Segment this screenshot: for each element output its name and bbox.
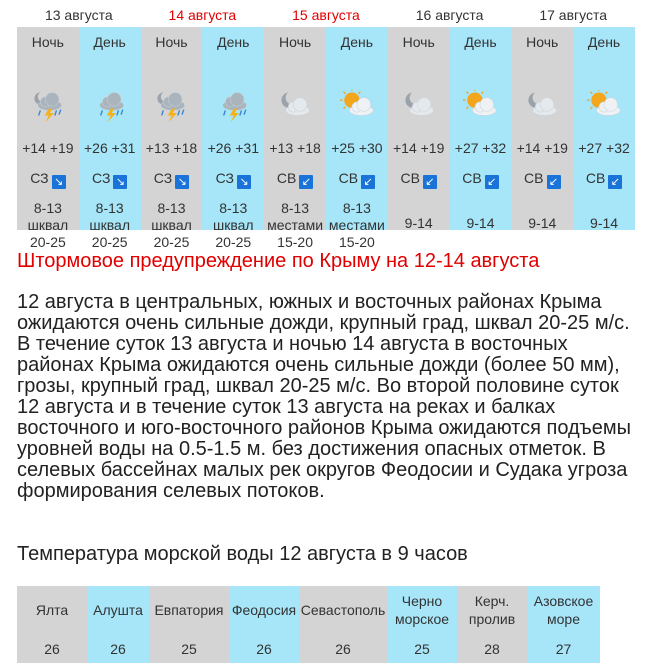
forecast-date: 17 августа bbox=[539, 7, 608, 23]
wind-direction-label: СВ bbox=[462, 170, 482, 186]
wind-speed: 8-13 местами 15-20 bbox=[267, 200, 324, 250]
wind-speed: 9-14 bbox=[466, 215, 495, 231]
sea-station-column bbox=[457, 586, 527, 663]
wind-direction bbox=[17, 169, 79, 189]
day-part-label: День bbox=[217, 34, 250, 50]
forecast-column bbox=[450, 27, 512, 230]
forecast-column bbox=[511, 27, 573, 230]
wind-arrow-icon: ↙ bbox=[361, 175, 375, 189]
forecast-date: 14 августа bbox=[168, 7, 237, 23]
wind-arrow-icon: ↙ bbox=[547, 175, 561, 189]
day-part-label: День bbox=[340, 34, 374, 50]
sea-station-column bbox=[299, 586, 387, 663]
temperature-range: +13 +18 bbox=[145, 140, 198, 156]
day-part-label: Ночь bbox=[402, 34, 435, 50]
forecast-column bbox=[573, 27, 635, 230]
wind-direction bbox=[326, 169, 388, 189]
forecast-column bbox=[326, 27, 388, 250]
moon-cloud-icon bbox=[275, 90, 315, 124]
moon-cloud-icon bbox=[522, 90, 562, 124]
sea-station-name: Азовское море bbox=[533, 593, 594, 627]
wind-direction bbox=[511, 169, 573, 189]
temperature-range: +27 +32 bbox=[578, 140, 630, 156]
storm-warning-title: Штормовое предупреждение по Крыму на 12-14 августа bbox=[17, 250, 540, 272]
wind-arrow-icon: ↙ bbox=[608, 175, 622, 189]
sea-station-name: Алушта bbox=[93, 602, 143, 618]
forecast-date: 16 августа bbox=[415, 7, 484, 23]
temperature-range: +25 +30 bbox=[331, 140, 383, 156]
day-part-label: Ночь bbox=[526, 34, 559, 50]
wind-direction bbox=[264, 169, 326, 189]
forecast-column bbox=[202, 27, 264, 250]
forecast-column bbox=[79, 27, 141, 250]
sea-station-name: Черно морское bbox=[394, 593, 450, 627]
temperature-range: +14 +19 bbox=[22, 140, 74, 156]
wind-arrow-icon: ↘ bbox=[113, 175, 127, 189]
sun-cloud-icon bbox=[337, 90, 377, 124]
temperature-range: +26 +31 bbox=[84, 140, 136, 156]
wind-arrow-icon: ↘ bbox=[52, 175, 66, 189]
wind-speed: 8-13 местами 15-20 bbox=[328, 200, 385, 250]
day-part-label: Ночь bbox=[155, 34, 188, 50]
forecast-columns bbox=[17, 27, 635, 250]
sea-station-name: Керч. пролив bbox=[468, 593, 516, 627]
wind-arrow-icon: ↙ bbox=[299, 175, 313, 189]
cloud-thunderstorm-icon bbox=[213, 90, 253, 124]
wind-speed: 9-14 bbox=[528, 215, 557, 231]
sea-station-name: Феодосия bbox=[231, 602, 297, 618]
day-part-label: День bbox=[464, 34, 497, 50]
sea-water-temperature: 26 bbox=[335, 641, 351, 657]
forecast-dates bbox=[17, 0, 635, 27]
wind-direction bbox=[450, 169, 512, 189]
wind-direction-label: СВ bbox=[585, 170, 606, 186]
sea-station-column bbox=[527, 586, 600, 663]
wind-direction-label: СВ bbox=[524, 170, 544, 186]
wind-direction-label: СЗ bbox=[215, 170, 234, 186]
cloud-thunderstorm-icon bbox=[90, 90, 130, 124]
sea-water-temperature: 25 bbox=[414, 641, 430, 657]
wind-speed: 9-14 bbox=[404, 215, 433, 231]
forecast-date: 13 августа bbox=[44, 7, 113, 23]
moon-cloud-thunderstorm-icon bbox=[151, 90, 191, 124]
wind-arrow-icon: ↙ bbox=[423, 175, 437, 189]
sea-water-temperature: 26 bbox=[44, 641, 60, 657]
forecast-date: 15 августа bbox=[292, 7, 360, 23]
weather-forecast-grid bbox=[17, 0, 635, 250]
sea-station-name: Евпатория bbox=[154, 602, 224, 618]
sea-station-column bbox=[87, 586, 149, 663]
sea-water-temperature: 26 bbox=[256, 641, 272, 657]
moon-cloud-thunderstorm-icon bbox=[28, 90, 68, 124]
wind-direction bbox=[202, 169, 264, 189]
sea-station-column bbox=[387, 586, 457, 663]
wind-direction-label: СЗ bbox=[91, 170, 111, 186]
temperature-range: +14 +19 bbox=[516, 140, 568, 156]
forecast-column bbox=[17, 27, 79, 250]
sea-station-column bbox=[229, 586, 299, 663]
sea-water-temperature: 27 bbox=[555, 641, 572, 657]
wind-speed: 8-13 шквал 20-25 bbox=[212, 200, 254, 250]
sea-temperature-table bbox=[17, 586, 635, 663]
sea-temperature-title: Температура морской воды 12 августа в 9 часов bbox=[17, 543, 468, 565]
wind-direction-label: СВ bbox=[276, 170, 297, 186]
wind-direction-label: СВ bbox=[400, 170, 420, 186]
wind-direction bbox=[388, 169, 450, 189]
sea-station-name: Севастополь bbox=[300, 602, 386, 618]
wind-arrow-icon: ↙ bbox=[485, 175, 499, 189]
wind-direction bbox=[141, 169, 203, 189]
wind-direction-label: СЗ bbox=[30, 170, 49, 186]
wind-direction bbox=[573, 169, 635, 189]
wind-speed: 8-13 шквал 20-25 bbox=[27, 200, 69, 250]
temperature-range: +26 +31 bbox=[207, 140, 259, 156]
wind-direction bbox=[79, 169, 141, 189]
day-part-label: День bbox=[587, 34, 621, 50]
forecast-column bbox=[141, 27, 203, 250]
wind-arrow-icon: ↘ bbox=[175, 175, 189, 189]
day-part-label: Ночь bbox=[278, 34, 312, 50]
storm-warning-text: 12 августа в центральных, южных и восточных районах Крыма ожидаются очень сильные дожди, крупный град, шквал 20-25 м/с. В течение суток 13 августа и ночью 14 августа в восточных районах Крыма ожидаются очень сильные дожди (более 50 мм), грозы, крупный град, шквал 20-25 м/с. Во второй половине суток 12 августа и в течение суток 13 августа на реках и балках восточного и юго-восточного районов Крыма ожидаются подъемы уровней воды на 0.5-1.5 м. без достижения опасных отметок. В селевых бассейнах малых рек округов Феодосии и Судака угроза формирования селевых потоков. bbox=[17, 291, 631, 502]
sea-station-column bbox=[149, 586, 229, 663]
sea-water-temperature: 26 bbox=[110, 641, 126, 657]
sun-cloud-icon bbox=[460, 90, 500, 124]
sea-station-name: Ялта bbox=[35, 602, 69, 618]
day-part-label: Ночь bbox=[31, 34, 64, 50]
wind-arrow-icon: ↘ bbox=[237, 175, 251, 189]
temperature-range: +14 +19 bbox=[392, 140, 445, 156]
temperature-range: +27 +32 bbox=[454, 140, 507, 156]
moon-cloud-icon bbox=[399, 90, 439, 124]
sea-station-column bbox=[17, 586, 87, 663]
sea-water-temperature: 25 bbox=[181, 641, 197, 657]
sun-cloud-icon bbox=[584, 90, 624, 124]
forecast-column bbox=[388, 27, 450, 230]
wind-direction-label: СВ bbox=[338, 170, 359, 186]
temperature-range: +13 +18 bbox=[269, 140, 321, 156]
wind-speed: 9-14 bbox=[590, 215, 619, 231]
wind-speed: 8-13 шквал 20-25 bbox=[89, 200, 130, 250]
sea-water-temperature: 28 bbox=[484, 641, 500, 657]
forecast-column bbox=[264, 27, 326, 250]
wind-speed: 8-13 шквал 20-25 bbox=[151, 200, 192, 250]
wind-direction-label: СЗ bbox=[153, 170, 173, 186]
day-part-label: День bbox=[93, 34, 126, 50]
